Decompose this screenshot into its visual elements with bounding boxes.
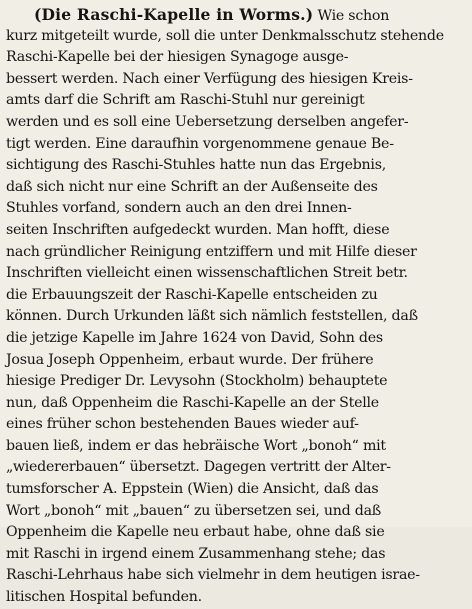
article-line: Raschi-Lehrhaus habe sich vielmehr in dem heutigen israe- [6, 567, 420, 584]
article-line: „wiedererbauen“ übersetzt. Dagegen vertritt der Alter- [6, 459, 391, 476]
article-line: nach gründlicher Reinigung entziffern und mit Hilfe dieser [6, 243, 417, 260]
article-line: bauen ließ, indem er das hebräische Wort „bonoh“ mit [6, 437, 386, 454]
article-line: nun, daß Oppenheim die Raschi-Kapelle an der Stelle [6, 394, 379, 411]
article-line: seiten Inschriften aufgedeckt wurden. Man hofft, diese [6, 221, 390, 238]
article-body [6, 4, 468, 609]
article-line: bessert werden. Nach einer Verfügung des hiesigen Kreis- [6, 70, 413, 87]
article-line: eines früher schon bestehenden Baues wieder auf- [6, 416, 359, 433]
article-line: daß sich nicht nur eine Schrift an der Außenseite des [6, 178, 378, 195]
article-line [6, 4, 468, 26]
article-line: Wort „bonoh“ mit „bauen“ zu übersetzen sei, und daß [6, 502, 382, 519]
article-line: können. Durch Urkunden läßt sich nämlich feststellen, daß [6, 308, 418, 325]
article-line: tigt werden. Eine daraufhin vorgenommene genaue Be- [6, 135, 394, 152]
article-line: Inschriften vielleicht einen wissenschaftlichen Streit betr. [6, 265, 408, 282]
article-line: tumsforscher A. Eppstein (Wien) die Ansicht, daß das [6, 481, 379, 498]
article-line: Josua Joseph Oppenheim, erbaut wurde. Der frühere [6, 351, 374, 368]
article-line: werden und es soll eine Uebersetzung derselben angefer- [6, 113, 409, 130]
article-line: Raschi-Kapelle bei der hiesigen Synagoge ausge- [6, 49, 349, 66]
first-line-text: Wie schon [313, 8, 390, 24]
article-headline: (Die Raschi-Kapelle in Worms.) [34, 5, 314, 24]
article-line: sichtigung des Raschi-Stuhles hatte nun das Ergebnis, [6, 157, 387, 174]
article-line: mit Raschi in irgend einem Zusammenhang stehe; das [6, 545, 386, 562]
article-line: die Erbauungszeit der Raschi-Kapelle entscheiden zu [6, 286, 378, 303]
article-line: die jetzige Kapelle im Jahre 1624 von David, Sohn des [6, 329, 383, 346]
article-line: hiesige Prediger Dr. Levysohn (Stockholm) behauptete [6, 373, 388, 390]
article-line: Oppenheim die Kapelle neu erbaut habe, ohne daß sie [6, 524, 385, 541]
article-line: litischen Hospital befunden. [6, 589, 202, 606]
article-line: kurz mitgeteilt wurde, soll die unter Denkmalsschutz stehende [6, 27, 444, 44]
article-line: Stuhles vorfand, sondern auch an den drei Innen- [6, 200, 352, 217]
article-line: amts darf die Schrift am Raschi-Stuhl nur gereinigt [6, 92, 365, 109]
